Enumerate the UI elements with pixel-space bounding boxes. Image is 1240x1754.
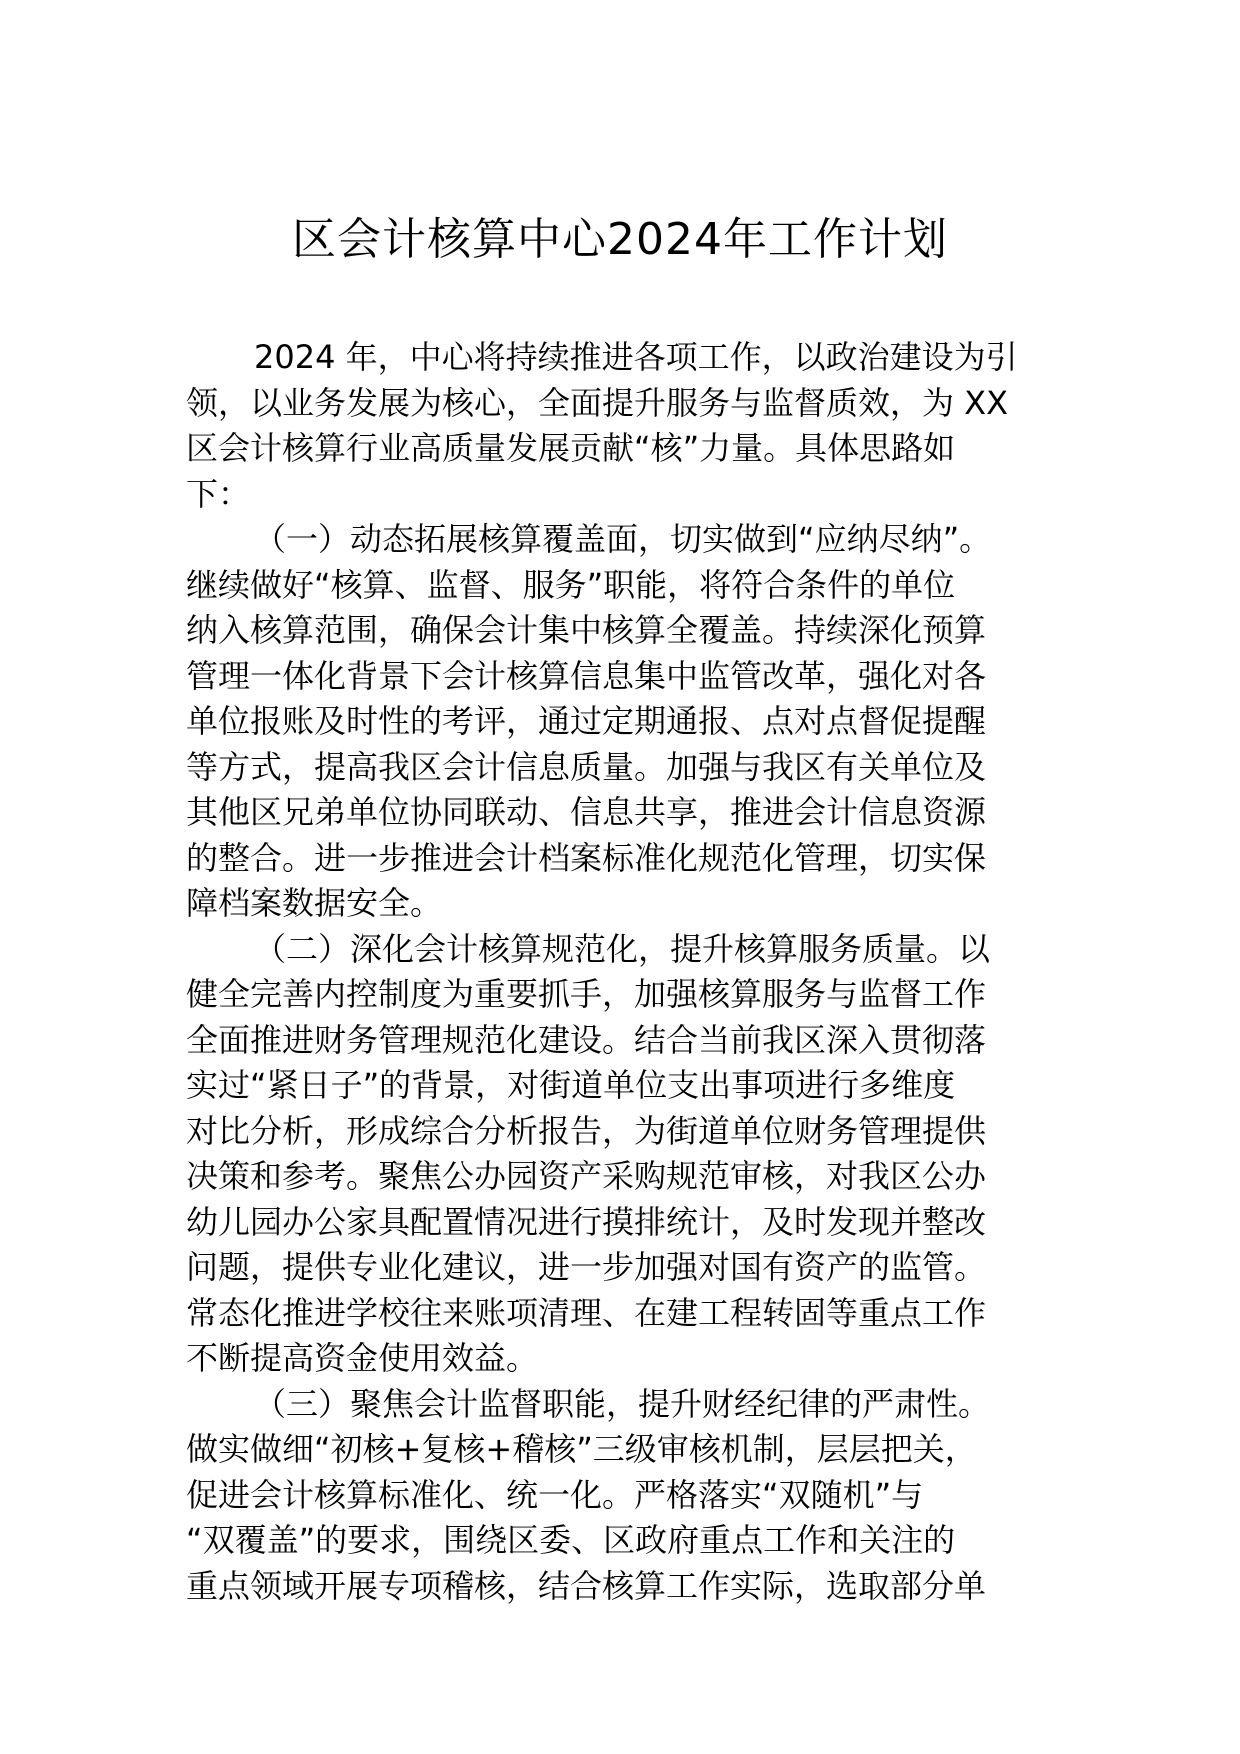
text-line: 重点领域开展专项稽核，结合核算工作实际，选取部分单 bbox=[186, 1566, 987, 1605]
text-line: 继续做好“核算、监督、服务”职能，将符合条件的单位 bbox=[186, 565, 956, 604]
text-line: 障档案数据安全。 bbox=[186, 884, 443, 922]
document-body bbox=[186, 335, 1056, 1609]
text-line: 常态化推进学校往来账项清理、在建工程转固等重点工作 bbox=[186, 1293, 987, 1332]
text-line: （三）聚焦会计监督职能，提升财经纪律的严肃性。 bbox=[254, 1384, 991, 1423]
text-line: （二）深化会计核算规范化，提升核算服务质量。以 bbox=[254, 929, 991, 968]
text-line: 的整合。进一步推进会计档案标准化规范化管理，切实保 bbox=[186, 838, 987, 877]
text-line: 幼儿园办公家具配置情况进行摸排统计，及时发现并整改 bbox=[186, 1202, 987, 1241]
text-line: “双覆盖”的要求，围绕区委、区政府重点工作和关注的 bbox=[186, 1521, 956, 1559]
text-line: 做实做细“初核+复核+稽核”三级审核机制，层层把关， bbox=[186, 1430, 977, 1468]
intro-paragraph bbox=[186, 335, 1056, 517]
text-line: 管理一体化背景下会计核算信息集中监管改革，强化对各 bbox=[186, 656, 987, 695]
text-line: （一）动态拓展核算覆盖面，切实做到“应纳尽纳”。 bbox=[254, 520, 992, 558]
text-line: 全面推进财务管理规范化建设。结合当前我区深入贯彻落 bbox=[186, 1020, 987, 1059]
document-title: 区会计核算中心2024年工作计划 bbox=[292, 214, 948, 265]
text-line: 决策和参考。聚焦公办园资产采购规范审核，对我区公办 bbox=[186, 1157, 987, 1195]
text-line: 纳入核算范围，确保会计集中核算全覆盖。持续深化预算 bbox=[186, 611, 987, 649]
text-line: 等方式，提高我区会计信息质量。加强与我区有关单位及 bbox=[186, 747, 987, 786]
text-line: 健全完善内控制度为重要抓手，加强核算服务与监督工作 bbox=[186, 975, 987, 1013]
text-line: 区会计核算行业高质量发展贡献“核”力量。具体思路如 bbox=[186, 429, 956, 467]
text-line: 不断提高资金使用效益。 bbox=[186, 1339, 539, 1377]
text-line: 其他区兄弟单位协同联动、信息共享，推进会计信息资源 bbox=[186, 793, 987, 831]
section-two-paragraph bbox=[186, 927, 1056, 1382]
section-one-paragraph bbox=[186, 517, 1056, 927]
text-line: 实过“紧日子”的背景，对街道单位支出事项进行多维度 bbox=[186, 1066, 956, 1104]
text-line: 下： bbox=[186, 474, 251, 513]
section-three-paragraph bbox=[186, 1382, 1056, 1610]
text-line: 问题，提供专业化建议，进一步加强对国有资产的监管。 bbox=[186, 1248, 987, 1286]
text-line: 对比分析，形成综合分析报告，为街道单位财务管理提供 bbox=[186, 1111, 987, 1150]
text-line: 单位报账及时性的考评，通过定期通报、点对点督促提醒 bbox=[186, 702, 987, 740]
text-line: 领，以业务发展为核心，全面提升服务与监督质效，为 XX bbox=[186, 383, 1009, 422]
text-line: 促进会计核算标准化、统一化。严格落实“双随机”与 bbox=[186, 1475, 924, 1514]
text-line: 2024 年，中心将持续推进各项工作，以政治建设为引 bbox=[254, 338, 1018, 376]
